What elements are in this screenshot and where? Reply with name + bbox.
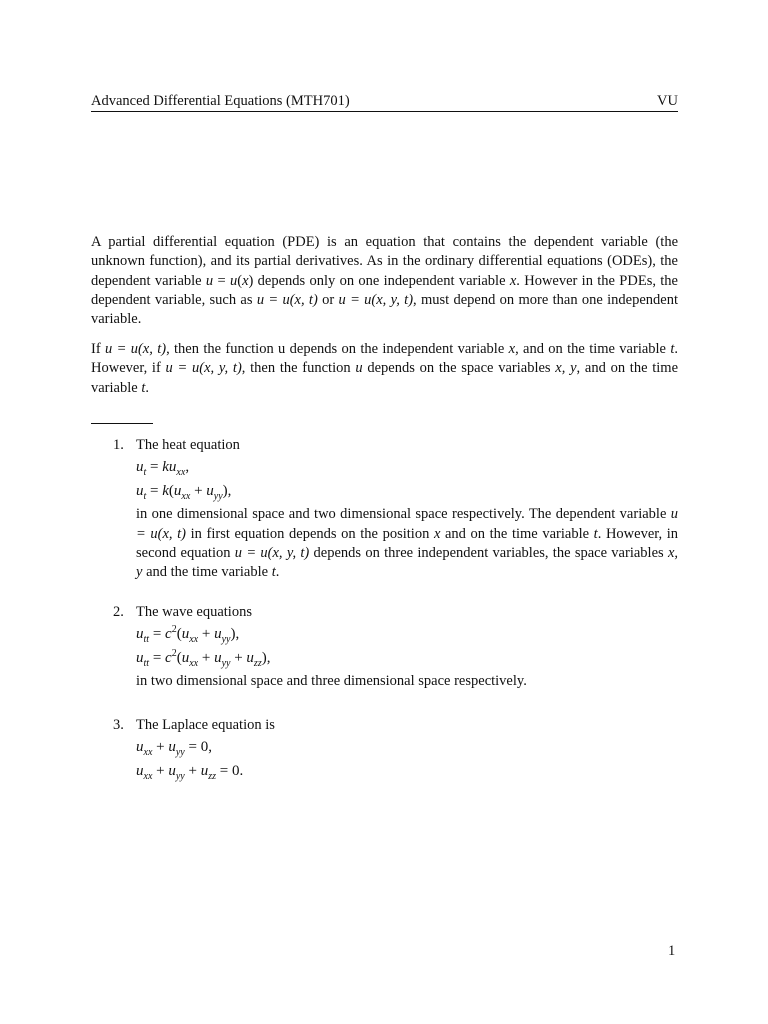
intro-paragraph-2 <box>91 340 678 398</box>
text-run: = <box>213 272 230 289</box>
list-item-content <box>136 603 678 692</box>
list-item-title: The heat equation <box>136 437 240 453</box>
header-institution: VU <box>657 93 678 109</box>
list-item-content <box>136 436 678 582</box>
text-run: , and on the time variable <box>515 341 671 357</box>
list-number: 3. <box>113 717 124 733</box>
text-run: , must depend on more than one independent variable. <box>91 291 678 328</box>
equation-wave-2d: $u_{tt} = c^2(u_{xx} + u_{yy})$, <box>136 624 240 646</box>
math-var: u <box>355 360 363 377</box>
text-run: ) depends only on one independent variable <box>248 272 510 289</box>
text-run: . However in the PDEs, the dependent variable, such as <box>91 272 678 308</box>
math-var: t <box>593 525 598 542</box>
equation-heat-2d: $u_t = k(u_{xx} + u_{yy})$, <box>136 483 232 503</box>
equation-laplace-2d: $u_{xx} + u_{yy} = 0$, <box>136 739 212 759</box>
list-number: 2. <box>113 604 124 620</box>
math-var: x, y <box>136 544 678 581</box>
equation-heat-1d: $u_t = ku_{xx}$, <box>136 459 190 479</box>
text-run: ( <box>237 272 243 289</box>
text-run: . However, if <box>91 341 678 377</box>
list-number: 1. <box>113 437 124 453</box>
math-expr: u = u(x, y, t) <box>338 291 414 308</box>
text-run: , then the function u depends on the independent variable <box>166 341 509 357</box>
text-run: or <box>317 291 339 308</box>
math-var: u <box>205 272 214 289</box>
text-run: . However, in second equation <box>136 525 679 561</box>
math-expr: u = u(x, y, t) <box>234 544 310 561</box>
text-run: , then the function <box>241 360 356 377</box>
math-var: x <box>242 272 249 289</box>
math-var: x <box>433 525 441 542</box>
section-divider <box>91 423 153 424</box>
math-var: t <box>141 379 146 396</box>
math-var: x <box>508 341 516 357</box>
text-run: depends on three independent variables, the space variables <box>309 544 668 561</box>
text-run: . <box>275 564 280 581</box>
math-var: x, y <box>555 360 577 377</box>
math-expr: u = u(x, t) <box>136 506 678 542</box>
text-run: . <box>145 379 149 396</box>
list-item-description: in two dimensional space and three dimensional space respectively. <box>136 673 527 690</box>
list-item-description <box>136 505 678 582</box>
text-run: depends on the space variables <box>362 360 556 377</box>
equation-laplace-3d: $u_{xx} + u_{yy} + u_{zz} = 0$. <box>136 763 244 783</box>
text-run: and the time variable <box>142 564 272 581</box>
math-expr: u = u(x, t) <box>256 291 318 308</box>
intro-paragraph-1 <box>91 233 678 329</box>
text-run: A partial differential equation (PDE) is an equation that contains the dependent variable (the unknown function), and its partial derivatives. As in the ordinary differential equations (ODEs), the dependent variable <box>91 234 678 289</box>
math-var: t <box>271 564 276 581</box>
math-var: x <box>509 272 517 289</box>
list-item-title: The wave equations <box>136 604 252 620</box>
text-run: , and on the time variable <box>91 360 679 396</box>
math-expr: u = u(x, y, t) <box>165 360 242 377</box>
list-item-title: The Laplace equation is <box>136 717 275 733</box>
equation-wave-3d: $u_{tt} = c^2(u_{xx} + u_{yy} + u_{zz})$, <box>136 648 271 670</box>
text-run: If <box>91 341 105 357</box>
math-var: t <box>670 341 675 357</box>
text-run: in one dimensional space and two dimensional space respectively. The dependent variable <box>136 506 671 523</box>
page-number: 1 <box>668 943 676 959</box>
header-course-title: Advanced Differential Equations (MTH701) <box>91 93 350 109</box>
math-var: u <box>229 272 238 289</box>
text-run: in first equation depends on the position <box>186 525 434 542</box>
running-header <box>91 92 678 112</box>
math-expr: u = u(x, t) <box>105 341 167 357</box>
text-run: and on the time variable <box>440 525 594 542</box>
list-item-content <box>136 716 678 783</box>
